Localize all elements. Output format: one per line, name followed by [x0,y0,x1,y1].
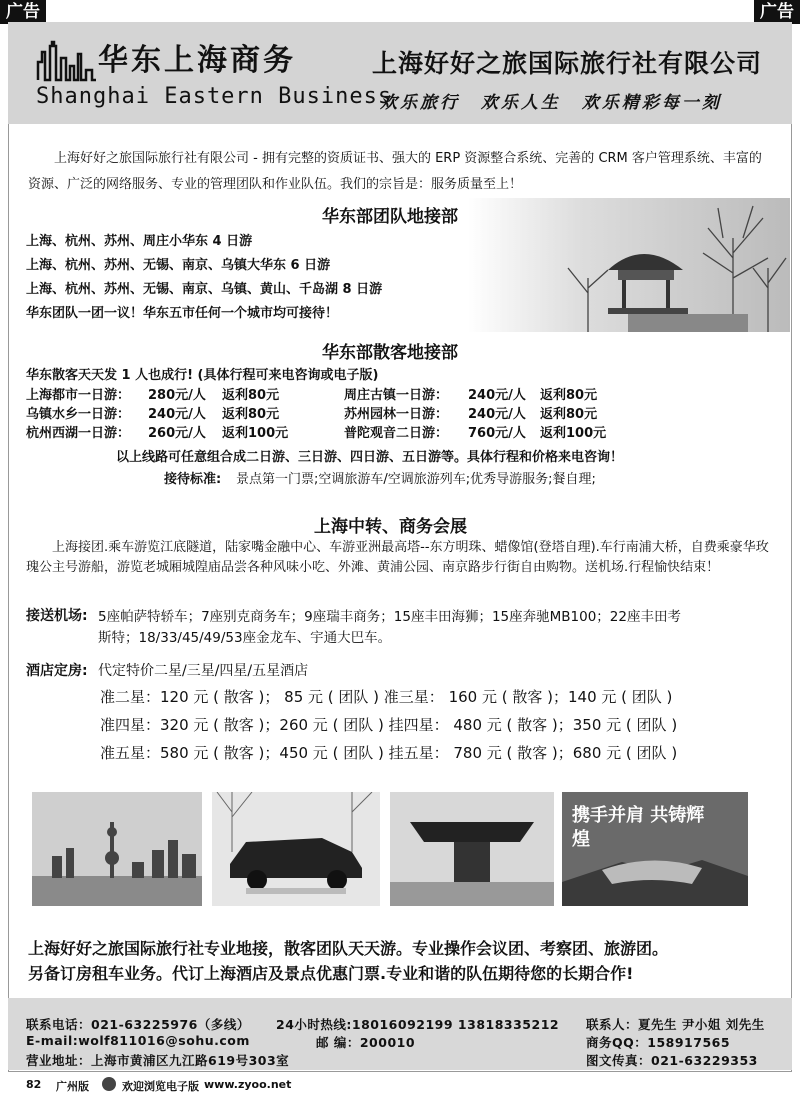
hotel-price-row: 准五星：580 元 ( 散客 )；450 元 ( 团队 ) 挂五星： 780 元 ( 散客 )；680 元 ( 团队 ) [100,744,678,762]
hotel-price-row: 准二星：120 元 ( 散客 )； 85 元 ( 团队 ) 准三星： 160 元 ( 散客 )；140 元 ( 团队 ) [100,688,673,706]
group-line: 上海、杭州、苏州、无锡、南京、乌镇大华东 6 日游 [26,258,331,273]
tour-price: 260元/人 [148,426,206,441]
footer-qq: 商务QQ：158917565 [586,1035,731,1050]
standard-label: 接待标准: [164,472,222,487]
tour-price: 760元/人 [468,426,526,441]
hotel-price-row: 准四星：320 元 ( 散客 )；260 元 ( 团队 ) 挂四星： 480 元 ( 散客 )；350 元 ( 团队 ) [100,716,678,734]
tour-rebate: 返利80元 [540,388,598,403]
footer-fax: 图文传真：021-63229353 [586,1053,758,1068]
footer-address: 营业地址：上海市黄浦区九江路619号303室 [26,1053,290,1068]
site-url: www.zyoo.net [204,1078,292,1091]
ad-tag-right: 广告 [754,0,800,24]
tour-name: 苏州园林一日游： [344,407,449,422]
footer-hotline: 24小时热线:18016092199 13818335212 [276,1017,560,1032]
tour-price: 240元/人 [468,407,526,422]
company-name: 上海好好之旅国际旅行社有限公司 [372,49,763,78]
blurb-line: 另备订房租车业务。代订上海酒店及景点优惠门票.专业和谐的队伍期待您的长期合作! [28,964,634,983]
tour-rebate: 返利100元 [222,426,289,441]
tour-rebate: 返利80元 [222,388,280,403]
handshake-photo [562,792,748,906]
pavilion-photo [468,198,790,332]
logo-chinese: 华东上海商务 [98,43,296,78]
transfer-description: 上海接团.乘车游览江底隧道，陆家嘴金融中心、车游亚洲最高塔--东方明珠、蜡像馆(登塔自理).车行南浦大桥，自费乘豪华玫瑰公主号游船，游览老城厢城隍庙品尝各种风味小吃、外滩、黄浦公园、南京路步行街自由购物。送机场.行程愉快结束！ [26,540,769,575]
logo-english: Shanghai Eastern Business [36,84,393,109]
tour-name: 上海都市一日游： [26,388,131,403]
airport-label: 接送机场: [26,608,88,624]
tour-price: 240元/人 [468,388,526,403]
slogan: 欢乐旅行 欢乐人生 欢乐精彩每一刻 [380,93,722,113]
hotel-text: 代定特价二星/三星/四星/五星酒店 [98,663,309,679]
tour-price: 240元/人 [148,407,206,422]
airport-line: 5座帕萨特轿车；7座别克商务车；9座瑞丰商务；15座丰田海狮；15座奔驰MB100；22座丰田考 [98,609,681,625]
sanke-subtitle: 华东散客天天发 1 人也成行! (具体行程可来电咨询或电子版) [26,368,379,383]
tour-price: 280元/人 [148,388,206,403]
edition-label: 广州版 [56,1080,89,1093]
skyline-logo-icon [36,40,98,82]
group-line: 上海、杭州、苏州、周庄小华东 4 日游 [26,234,253,249]
transfer-section-title: 上海中转、商务会展 [314,517,467,537]
hotel-label: 酒店定房: [26,663,88,679]
tour-name: 乌镇水乡一日游： [26,407,131,422]
intro-paragraph: 上海好好之旅国际旅行社有限公司 - 拥有完整的资质证书、强大的 ERP 资源整合系统、完善的 CRM 客户管理系统、丰富的资源、广泛的网络服务、专业的管理团队和作业队伍。我们的宗旨是：服务质量至上！ [28,151,762,192]
ad-tag-left: 广告 [0,0,46,24]
group-line: 华东团队一团一议！华东五市任何一个城市均可接待！ [26,306,339,321]
handshake-caption: 携手并肩 共铸辉煌 [572,805,705,850]
footer-phone: 联系电话：021-63225976（多线） [26,1017,250,1032]
pavilion-expo-photo [390,792,554,906]
skyline-photo [32,792,202,906]
airport-line: 斯特；18/33/45/49/53座金龙车、宇通大巴车。 [98,630,392,646]
tour-rebate: 返利100元 [540,426,607,441]
blurb-line: 上海好好之旅国际旅行社专业地接，散客团队天天游。专业操作会议团、考察团、旅游团。 [28,939,669,958]
closing-blurb [28,936,788,986]
tour-name: 杭州西湖一日游： [26,426,131,441]
car-photo [212,792,380,906]
footer-contact: 联系人：夏先生 尹小姐 刘先生 [586,1017,765,1032]
group-section-title: 华东部团队地接部 [322,207,458,227]
group-line: 上海、杭州、苏州、无锡、南京、乌镇、黄山、千岛湖 8 日游 [26,282,383,297]
tour-rebate: 返利80元 [540,407,598,422]
page-number: 82 [26,1078,42,1091]
tour-rebate: 返利80元 [222,407,280,422]
combo-note: 以上线路可任意组合成二日游、三日游、四日游、五日游等。具体行程和价格来电咨询！ [116,450,624,465]
footer-postcode: 邮 编：200010 [316,1035,416,1050]
standard-text: 景点第一门票;空调旅游车/空调旅游列车;优秀导游服务;餐自理; [236,472,596,487]
brand-badge-icon [102,1077,116,1091]
sanke-section-title: 华东部散客地接部 [322,343,458,363]
browse-label: 欢迎浏览电子版 [122,1080,199,1093]
tour-name: 周庄古镇一日游： [344,388,449,403]
tour-name: 普陀观音二日游： [344,426,449,441]
footer-email: E-mail:wolf811016@sohu.com [26,1033,250,1048]
